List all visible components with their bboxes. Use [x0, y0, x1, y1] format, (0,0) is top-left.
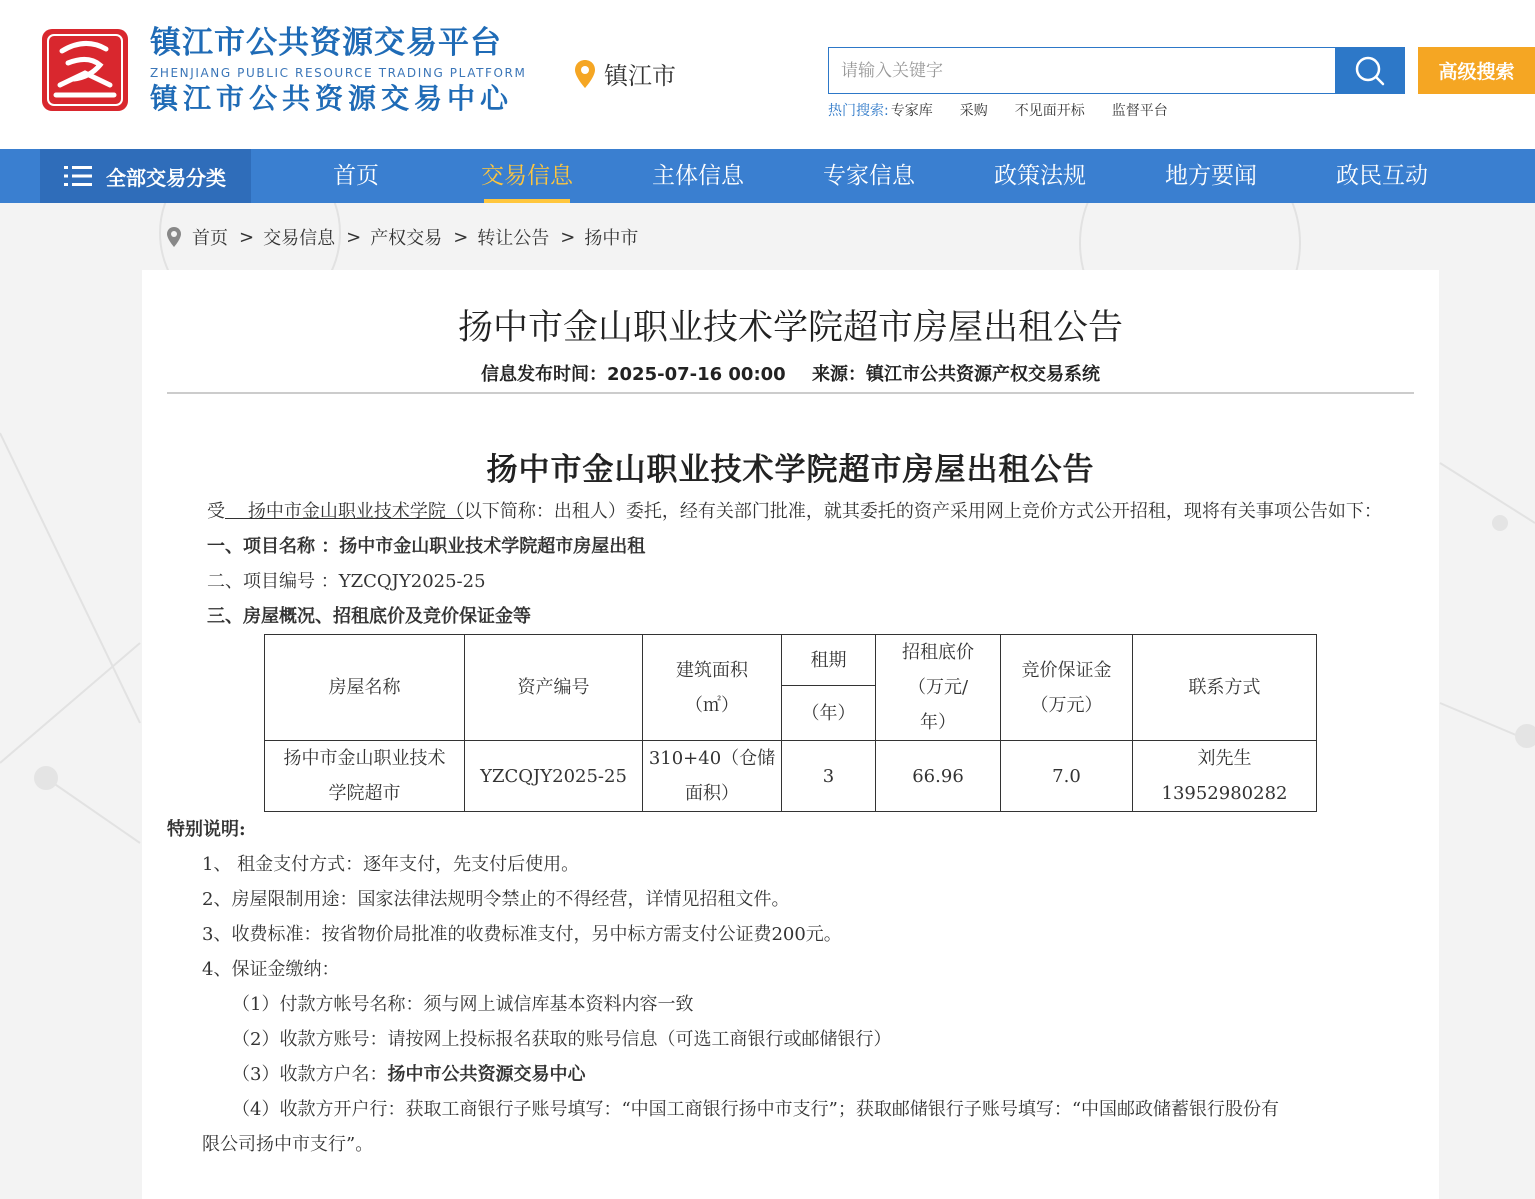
- hot-search-item[interactable]: 专家库: [890, 103, 933, 119]
- header-price-line3: 年）: [920, 712, 956, 733]
- source-value: 镇江市公共资源产权交易系统: [865, 364, 1100, 385]
- main-nav: [0, 149, 1535, 203]
- breadcrumb: [166, 224, 638, 250]
- site-logo[interactable]: [40, 27, 130, 113]
- cell-house-name: [265, 741, 465, 812]
- article-body: [167, 450, 1414, 1162]
- header-price: [876, 635, 1001, 741]
- breadcrumb-separator: >: [239, 226, 255, 248]
- table-row: [265, 741, 1317, 812]
- article-panel: [142, 270, 1439, 1199]
- header-deposit-line2: （万元）: [1030, 694, 1103, 716]
- nav-local-news[interactable]: 地方要闻: [1165, 163, 1257, 189]
- project-code-value: YZCQJY2025-25: [338, 571, 486, 592]
- city-name: 镇江市: [604, 62, 676, 90]
- hot-searches-label: 热门搜索:: [828, 103, 889, 119]
- header-house-name: 房屋名称: [265, 635, 465, 741]
- breadcrumb-yangzhong[interactable]: 扬中市: [584, 228, 639, 249]
- breadcrumb-transfer-notice[interactable]: 转让公告: [477, 228, 550, 249]
- lessor-name: 扬中市金山职业技术学院（: [225, 501, 464, 522]
- note-item: 2、房屋限制用途：国家法律法规明令禁止的不得经营，详情见招租文件。: [202, 889, 790, 910]
- sub-note-continuation: 限公司扬中市支行”。: [202, 1134, 374, 1155]
- cell-area-line2: 面积）: [685, 783, 739, 804]
- project-name-value: 扬中市金山职业技术学院超市房屋出租: [339, 536, 646, 557]
- nav-home[interactable]: 首页: [333, 163, 379, 189]
- nav-entity-info[interactable]: 主体信息: [652, 163, 744, 189]
- intro-paragraph: [167, 494, 1414, 529]
- table-header-row: [265, 635, 1317, 686]
- source-label: 来源：: [811, 364, 866, 385]
- project-code-line: [167, 564, 1414, 599]
- note-item: 3、收费标准：按省物价局批准的收费标准支付，另中标方需支付公证费200元。: [202, 924, 842, 945]
- project-name-line: [167, 529, 1414, 564]
- search-icon: [1354, 55, 1386, 87]
- cell-area-line1: 310+40（仓储: [648, 748, 776, 769]
- breadcrumb-property-trading[interactable]: 产权交易: [370, 228, 443, 249]
- sub-note-item: [167, 1057, 1414, 1092]
- sub-note-item: （1）付款方帐号名称：须与网上诚信库基本资料内容一致: [232, 994, 694, 1015]
- site-title: [150, 24, 530, 116]
- nav-interaction[interactable]: 政民互动: [1336, 163, 1428, 189]
- hot-searches: [828, 100, 1195, 120]
- payee-name: 扬中市公共资源交易中心: [387, 1064, 586, 1085]
- publish-time-label: 信息发布时间：: [481, 364, 607, 385]
- article-meta: [142, 360, 1439, 386]
- cell-asset-code: YZCQJY2025-25: [465, 741, 643, 812]
- project-code-label: 二、项目编号 ：: [207, 571, 339, 592]
- cell-contact: [1133, 741, 1317, 812]
- header-area-line1: 建筑面积: [676, 659, 748, 681]
- hot-search-item[interactable]: 不见面开标: [1014, 103, 1085, 119]
- asset-table: [264, 634, 1317, 812]
- header-deposit-line1: 竞价保证金: [1021, 659, 1112, 681]
- header-contact: 联系方式: [1133, 635, 1317, 741]
- intro-rest: 以下简称：出租人）委托，经有关部门批准，就其委托的资产采用网上竞价方式公开招租，现将有关事项公告如下：: [463, 501, 1382, 522]
- breadcrumb-trading-info[interactable]: 交易信息: [263, 228, 336, 249]
- header-area-line2: （㎡）: [685, 694, 739, 716]
- cell-house-name-line1: 扬中市金山职业技术: [283, 748, 446, 769]
- cell-price: 66.96: [876, 741, 1001, 812]
- cell-house-name-line2: 学院超市: [328, 783, 401, 804]
- breadcrumb-home[interactable]: 首页: [192, 228, 228, 249]
- sub-note-prefix: （3）收款方户名：: [232, 1064, 388, 1085]
- sub-note-item: （2）收款方账号：请按网上投标报名获取的账号信息（可选工商银行或邮储银行）: [232, 1029, 892, 1050]
- article-source: [812, 364, 1100, 385]
- nav-trading-info[interactable]: 交易信息: [462, 149, 592, 203]
- project-name-label: 一、项目名称 ：: [207, 536, 340, 557]
- deposit-sub-list: [167, 987, 1414, 1127]
- section-three-heading: 三、房屋概况、招租底价及竞价保证金等: [207, 606, 531, 627]
- hot-search-item[interactable]: 监督平台: [1111, 103, 1168, 119]
- document-title: 扬中市金山职业技术学院超市房屋出租公告: [486, 452, 1095, 488]
- contact-name: 刘先生: [1197, 748, 1252, 769]
- hot-search-item[interactable]: 采购: [959, 103, 988, 119]
- publish-time-value: 2025-07-16 00:00: [607, 364, 786, 385]
- sub-note-item: （4）收款方开户行：获取工商银行子账号填写：“中国工商银行扬中市支行”；获取邮储银行子账号填写：“中国邮政储蓄银行股份有: [232, 1099, 1280, 1120]
- header-term-unit: （年）: [782, 686, 876, 741]
- cell-term: 3: [782, 741, 876, 812]
- advanced-search-button[interactable]: 高级搜索: [1418, 47, 1535, 94]
- header-price-line1: 招租底价: [902, 642, 974, 663]
- note-item: 1、 租金支付方式：逐年支付，先支付后使用。: [202, 854, 580, 875]
- breadcrumb-separator: >: [453, 226, 469, 248]
- site-header: [0, 0, 1535, 149]
- special-notes-title: 特别说明:: [167, 819, 246, 840]
- breadcrumb-separator: >: [560, 226, 576, 248]
- header-deposit: [1001, 635, 1133, 741]
- header-term: 租期: [782, 635, 876, 686]
- header-asset-code: 资产编号: [465, 635, 643, 741]
- all-categories-label: 全部交易分类: [106, 165, 226, 190]
- site-subtitle-cn: 镇江市公共资源交易中心: [150, 82, 514, 115]
- city-selector[interactable]: [574, 56, 676, 91]
- article-title: 扬中市金山职业技术学院超市房屋出租公告: [457, 308, 1123, 348]
- all-categories-button[interactable]: [40, 149, 251, 203]
- contact-phone: 13952980282: [1161, 783, 1288, 804]
- title-divider: [167, 392, 1414, 394]
- cell-area: [643, 741, 782, 812]
- note-item: 4、保证金缴纳：: [202, 959, 340, 980]
- search-input[interactable]: [829, 48, 1335, 93]
- cell-deposit: 7.0: [1001, 741, 1133, 812]
- nav-policies[interactable]: 政策法规: [994, 163, 1086, 189]
- site-title-cn: 镇江市公共资源交易平台: [150, 25, 502, 61]
- header-price-line2: （万元/: [907, 677, 969, 698]
- location-pin-icon: [574, 59, 596, 89]
- header-area: [643, 635, 782, 741]
- special-notes-list: [167, 847, 1414, 987]
- publish-time: [481, 364, 786, 385]
- location-pin-icon: [166, 226, 182, 248]
- search-button[interactable]: [1335, 47, 1405, 94]
- intro-prefix: 受: [207, 501, 225, 522]
- search-box: [828, 47, 1336, 94]
- site-title-en: ZHENJIANG PUBLIC RESOURCE TRADING PLATFORM: [150, 66, 527, 80]
- menu-icon: [64, 164, 92, 188]
- breadcrumb-separator: >: [346, 226, 362, 248]
- nav-expert-info[interactable]: 专家信息: [823, 163, 915, 189]
